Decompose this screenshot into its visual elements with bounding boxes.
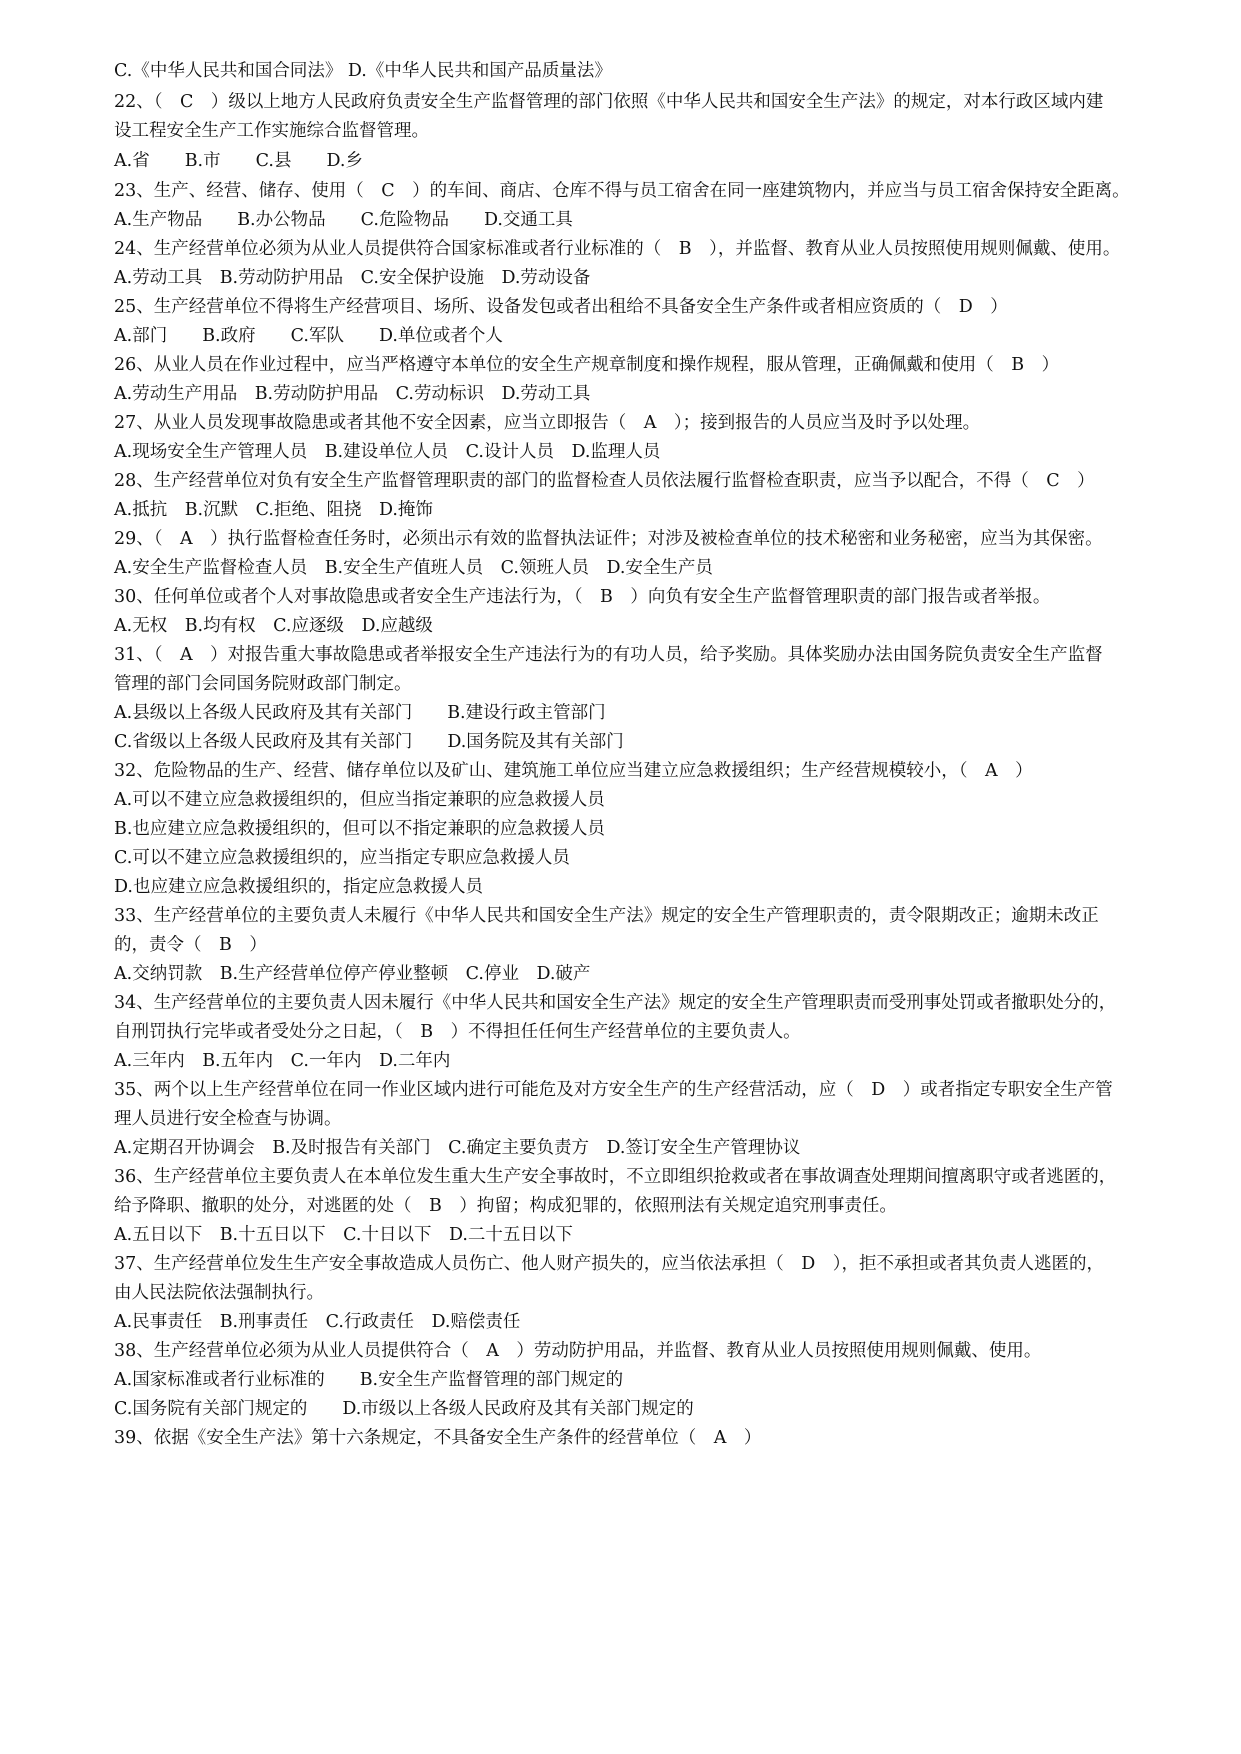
document-text-line: A.五日以下 B.十五日以下 C.十日以下 D.二十五日以下 bbox=[114, 1225, 573, 1245]
document-text-line: 23、生产、经营、储存、使用（ C ）的车间、商店、仓库不得与员工宿舍在同一座建筑物内，并应当与员工宿舍保持安全距离。 bbox=[114, 181, 1130, 201]
document-text-line: 39、依据《安全生产法》第十六条规定，不具备安全生产条件的经营单位（ A ） bbox=[114, 1428, 762, 1448]
document-text-line: 管理的部门会同国务院财政部门制定。 bbox=[114, 674, 412, 694]
document-text-line: A.国家标准或者行业标准的 B.安全生产监督管理的部门规定的 bbox=[114, 1370, 624, 1390]
document-text-line: 由人民法院依法强制执行。 bbox=[114, 1283, 324, 1303]
document-text-line: 33、生产经营单位的主要负责人未履行《中华人民共和国安全生产法》规定的安全生产管理职责的，责令限期改正；逾期未改正 bbox=[114, 906, 1099, 926]
document-text-line: A.安全生产监督检查人员 B.安全生产值班人员 C.领班人员 D.安全生产员 bbox=[114, 558, 713, 578]
document-text-line: A.定期召开协调会 B.及时报告有关部门 C.确定主要负责方 D.签订安全生产管理协议 bbox=[114, 1138, 801, 1158]
document-text-line: A.民事责任 B.刑事责任 C.行政责任 D.赔偿责任 bbox=[114, 1312, 521, 1332]
document-text-line: 35、两个以上生产经营单位在同一作业区域内进行可能危及对方安全生产的生产经营活动，应（ D ）或者指定专职安全生产管 bbox=[114, 1080, 1113, 1100]
document-text-line: 38、生产经营单位必须为从业人员提供符合（ A ）劳动防护用品，并监督、教育从业人员按照使用规则佩戴、使用。 bbox=[114, 1341, 1042, 1361]
document-text-line: C.国务院有关部门规定的 D.市级以上各级人民政府及其有关部门规定的 bbox=[114, 1399, 694, 1419]
document-text-line: 的，责令（ B ） bbox=[114, 935, 267, 955]
document-text-line: 给予降职、撤职的处分，对逃匿的处（ B ）拘留；构成犯罪的，依照刑法有关规定追究刑事责任。 bbox=[114, 1196, 897, 1216]
document-text-line: 28、生产经营单位对负有安全生产监督管理职责的部门的监督检查人员依法履行监督检查职责，应当予以配合，不得（ C ） bbox=[114, 471, 1095, 491]
document-text-line: 36、生产经营单位主要负责人在本单位发生重大生产安全事故时，不立即组织抢救或者在事故调查处理期间擅离职守或者逃匿的， bbox=[114, 1167, 1117, 1187]
document-text-line: A.交纳罚款 B.生产经营单位停产停业整顿 C.停业 D.破产 bbox=[114, 964, 591, 984]
document-text-line: 37、生产经营单位发生生产安全事故造成人员伤亡、他人财产损失的，应当依法承担（ D ），拒不承担或者其负责人逃匿的， bbox=[114, 1254, 1105, 1274]
document-text-line: A.省 B.市 C.县 D.乡 bbox=[114, 151, 363, 171]
document-text-line: C.省级以上各级人民政府及其有关部门 D.国务院及其有关部门 bbox=[114, 732, 624, 752]
document-text-line: 22、（ C ）级以上地方人民政府负责安全生产监督管理的部门依照《中华人民共和国安全生产法》的规定，对本行政区域内建 bbox=[114, 92, 1104, 112]
document-text-line: 25、生产经营单位不得将生产经营项目、场所、设备发包或者出租给不具备安全生产条件或者相应资质的（ D ） bbox=[114, 297, 1008, 317]
document-text-line: 27、从业人员发现事故隐患或者其他不安全因素，应当立即报告（ A ）；接到报告的人员应当及时予以处理。 bbox=[114, 413, 981, 433]
document-text-line: A.现场安全生产管理人员 B.建设单位人员 C.设计人员 D.监理人员 bbox=[114, 442, 661, 462]
document-text-line: 32、危险物品的生产、经营、储存单位以及矿山、建筑施工单位应当建立应急救援组织；生产经营规模较小，（ A ） bbox=[114, 761, 1033, 781]
document-text-line: A.县级以上各级人民政府及其有关部门 B.建设行政主管部门 bbox=[114, 703, 606, 723]
document-text-line: A.无权 B.均有权 C.应逐级 D.应越级 bbox=[114, 616, 433, 636]
document-text-line: C.可以不建立应急救援组织的，应当指定专职应急救援人员 bbox=[114, 848, 570, 868]
document-text-line: A.抵抗 B.沉默 C.拒绝、阻挠 D.掩饰 bbox=[114, 500, 433, 520]
document-text-line: 理人员进行安全检查与协调。 bbox=[114, 1109, 342, 1129]
document-text-line: 31、（ A ）对报告重大事故隐患或者举报安全生产违法行为的有功人员，给予奖励。具体奖励办法由国务院负责安全生产监督 bbox=[114, 645, 1103, 665]
document-text-line: 24、生产经营单位必须为从业人员提供符合国家标准或者行业标准的（ B ），并监督、教育从业人员按照使用规则佩戴、使用。 bbox=[114, 239, 1121, 259]
document-text-line: 26、从业人员在作业过程中，应当严格遵守本单位的安全生产规章制度和操作规程，服从管理，正确佩戴和使用（ B ） bbox=[114, 355, 1060, 375]
answer-options-line: C.《中华人民共和国合同法》 D.《中华人民共和国产品质量法》 bbox=[114, 61, 612, 81]
document-text-line: A.劳动工具 B.劳动防护用品 C.安全保护设施 D.劳动设备 bbox=[114, 268, 591, 288]
document-text-line: 自刑罚执行完毕或者受处分之日起，（ B ）不得担任任何生产经营单位的主要负责人。 bbox=[114, 1022, 801, 1042]
document-text-line: 29、（ A ）执行监督检查任务时，必须出示有效的监督执法证件；对涉及被检查单位的技术秘密和业务秘密，应当为其保密。 bbox=[114, 529, 1103, 549]
document-text-line: B.也应建立应急救援组织的，但可以不指定兼职的应急救援人员 bbox=[114, 819, 605, 839]
document-text-line: 34、生产经营单位的主要负责人因未履行《中华人民共和国安全生产法》规定的安全生产管理职责而受刑事处罚或者撤职处分的， bbox=[114, 993, 1117, 1013]
document-text-line: A.劳动生产用品 B.劳动防护用品 C.劳动标识 D.劳动工具 bbox=[114, 384, 591, 404]
document-text-line: A.三年内 B.五年内 C.一年内 D.二年内 bbox=[114, 1051, 451, 1071]
document-text-line: 30、任何单位或者个人对事故隐患或者安全生产违法行为，（ B ）向负有安全生产监督管理职责的部门报告或者举报。 bbox=[114, 587, 1051, 607]
document-text-line: 设工程安全生产工作实施综合监督管理。 bbox=[114, 121, 429, 141]
document-text-line: A.生产物品 B.办公物品 C.危险物品 D.交通工具 bbox=[114, 210, 573, 230]
document-text-line: A.可以不建立应急救援组织的，但应当指定兼职的应急救援人员 bbox=[114, 790, 605, 810]
document-text-line: D.也应建立应急救援组织的，指定应急救援人员 bbox=[114, 877, 483, 897]
document-text-line: A.部门 B.政府 C.军队 D.单位或者个人 bbox=[114, 326, 503, 346]
